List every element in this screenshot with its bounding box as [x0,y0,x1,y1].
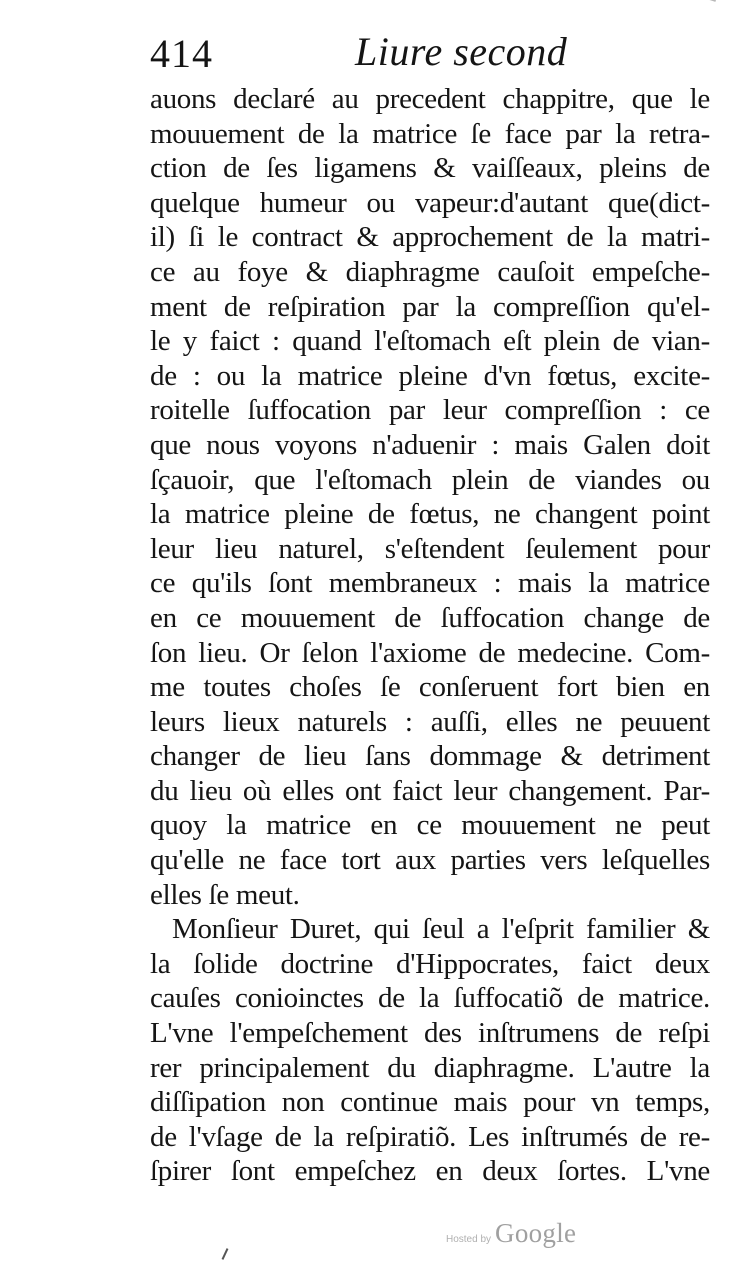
text-line: en ce mouuement de ſuffocation change de [150,601,710,634]
text-line: rer principalement du diaphragme. L'autre la [150,1051,710,1084]
text-line: changer de lieu ſans dommage & detriment [150,740,710,773]
text-line: L'vne l'empeſchement des inſtrumens de reſpi [150,1017,710,1050]
text-line: roitelle ſuffocation par leur compreſſion : ce [150,394,710,427]
text-line: ſpirer ſont empeſchez en deux ſortes. L'vne [150,1155,710,1188]
running-head: Liure second [355,29,568,74]
google-logo: Google [495,1218,577,1248]
text-line: il) ſi le contract & approchement de la matri- [150,221,710,254]
text-line: ment de reſpiration par la compreſſion qu'el- [150,290,710,323]
text-line: diſſipation non continue mais pour vn temps, [150,1086,710,1119]
text-line: ce au foye & diaphragme cauſoit empeſche- [150,255,710,288]
text-line: de l'vſage de la reſpiratiõ. Les inſtrumés de re- [150,1120,710,1153]
text-body [150,82,710,1189]
text-line: que nous voyons n'aduenir : mais Galen doit [150,428,710,461]
text-line: ſçauoir, que l'eſtomach plein de viandes ou [150,463,710,496]
text-line: de : ou la matrice pleine d'vn fœtus, excite- [150,359,710,392]
text-line: ction de ſes ligamens & vaiſſeaux, pleins de [150,152,710,185]
text-line: la ſolide doctrine d'Hippocrates, faict deux [150,947,710,980]
text-line: leurs lieux naturels : auſſi, elles ne peuuent [150,705,710,738]
page-number: 414 [150,31,213,76]
text-line: ce qu'ils ſont membraneux : mais la matrice [150,567,710,600]
paragraph [150,912,710,1189]
text-line: mouuement de la matrice ſe face par la retra- [150,117,710,150]
text-line: du lieu où elles ont faict leur changement. Par- [150,774,710,807]
text-line: ſon lieu. Or ſelon l'axiome de medecine. Com- [150,636,710,669]
text-line: le y faict : quand l'eſtomach eſt plein de vian- [150,325,710,358]
text-line: la matrice pleine de fœtus, ne changent point [150,498,710,531]
text-line: cauſes conioinctes de la ſuffocatiõ de matrice. [150,982,710,1015]
text-line: quelque humeur ou vapeur:d'autant que(dict- [150,186,710,219]
text-line: auons declaré au precedent chappitre, que le [150,83,710,115]
paragraph [150,82,710,912]
text-line: quoy la matrice en ce mouuement ne peut [150,809,710,842]
page-header [150,22,710,82]
text-line: me toutes choſes ſe conſeruent fort bien en [150,671,710,704]
text-line: elles ſe meut. [150,878,300,911]
text-line: leur lieu naturel, s'eſtendent ſeulement pour [150,532,710,565]
hosted-by-watermark [446,1218,576,1250]
scan-artifact-mark [222,1248,229,1260]
watermark-prefix: Hosted by [446,1234,492,1245]
text-line: qu'elle ne face tort aux parties vers leſquelles [150,844,710,877]
scan-artifact [653,0,716,19]
text-line: Monſieur Duret, qui ſeul a l'eſprit familier & [172,913,710,946]
